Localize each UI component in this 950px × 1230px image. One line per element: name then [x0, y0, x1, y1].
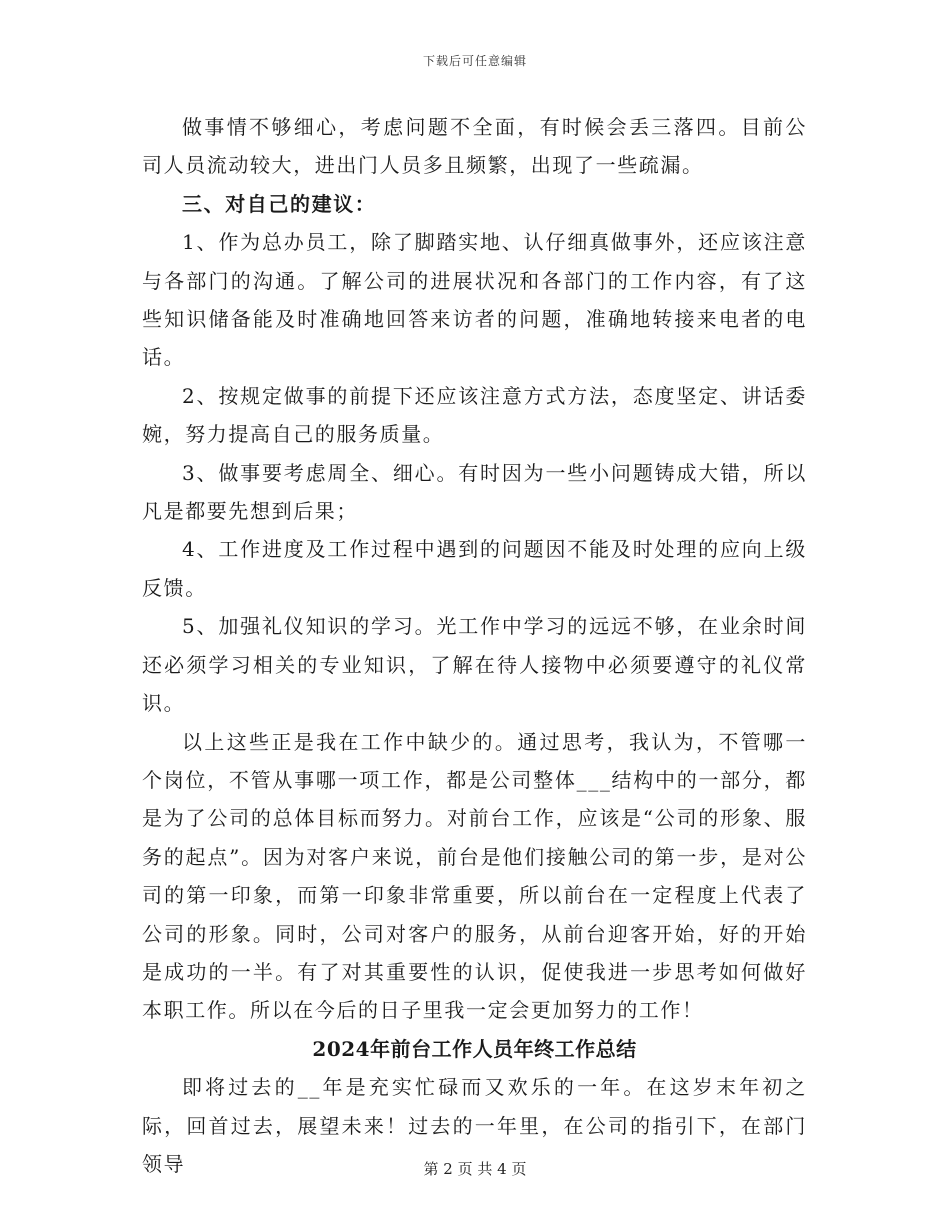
paragraph: 即将过去的__年是充实忙碌而又欢乐的一年。在这岁末年初之际，回首过去，展望未来！过去的一年里，在公司的指引下，在部门领导 [142, 1075, 807, 1176]
paragraph: 4、工作进度及工作过程中遇到的问题因不能及时处理的应向上级反馈。 [142, 537, 807, 600]
paragraph: 做事情不够细心，考虑问题不全面，有时候会丢三落四。目前公司人员流动较大，进出门人员多且频繁，出现了一些疏漏。 [142, 115, 807, 178]
page-footer: 第 2 页 共 4 页 [423, 1160, 527, 1178]
paragraph: 5、加强礼仪知识的学习。光工作中学习的远远不够，在业余时间还必须学习相关的专业知识，了解在待人接物中必须要遵守的礼仪常识。 [142, 614, 807, 716]
document-body [142, 108, 807, 1183]
section-heading: 三、对自己的建议： [182, 191, 377, 216]
document-title: 2024年前台工作人员年终工作总结 [312, 1036, 637, 1061]
paragraph: 以上这些正是我在工作中缺少的。通过思考，我认为，不管哪一个岗位，不管从事哪一项工作，都是公司整体___结构中的一部分，都是为了公司的总体目标而努力。对前台工作，应该是“公司的形象、服务的起点”。因为对客户来说，前台是他们接触公司的第一步，是对公司的第一印象，而第一印象非常重要，所以前台在一定程度上代表了公司的形象。同时，公司对客户的服务，从前台迎客开始，好的开始是成功的一半。有了对其重要性的认识，促使我进一步思考如何做好本职工作。所以在今后的日子里我一定会更加努力的工作！ [142, 729, 807, 1023]
paragraph: 1、作为总办员工，除了脚踏实地、认仔细真做事外，还应该注意与各部门的沟通。了解公司的进展状况和各部门的工作内容，有了这些知识储备能及时准确地回答来访者的问题，准确地转接来电者的电话。 [142, 230, 807, 370]
page-header: 下载后可任意编辑 [422, 54, 527, 68]
paragraph: 3、做事要考虑周全、细心。有时因为一些小问题铸成大错，所以凡是都要先想到后果； [142, 460, 807, 524]
paragraph: 2、按规定做事的前提下还应该注意方式方法，态度坚定、讲话委婉，努力提高自己的服务质量。 [142, 383, 807, 447]
